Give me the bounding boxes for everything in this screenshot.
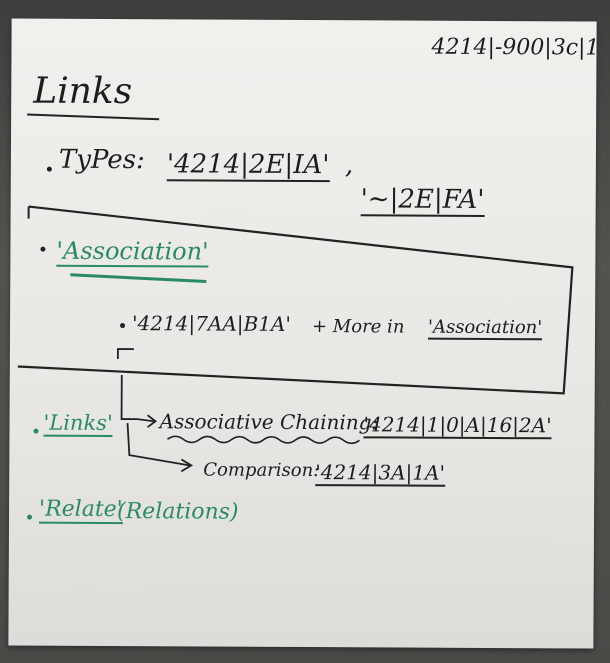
ink-strokes <box>8 18 596 648</box>
association-heading: 'Association' <box>56 236 209 266</box>
types-label: TyPes: <box>58 144 145 176</box>
assoc-chaining-ref: '4214|1|0|A|16|2A' <box>363 412 552 438</box>
box-item-text: + More in <box>311 316 405 338</box>
relate-label: 'Relate' <box>39 496 123 523</box>
relate-note: (Relations) <box>116 499 239 525</box>
card-id: 4214|-900|3c|1 <box>431 34 600 61</box>
index-card <box>8 18 600 648</box>
assoc-chaining-label: Associative Chaining: <box>159 409 379 435</box>
types-ref-1: '4214|2E|IA' <box>166 149 330 181</box>
page-title: Links <box>33 70 133 113</box>
comparison-ref: '4214|3A|1A' <box>315 460 446 485</box>
types-ref-2: '~|2E|FA' <box>360 184 485 215</box>
comparison-label: Comparison: <box>203 459 320 482</box>
types-separator: , <box>344 150 354 181</box>
box-item-link: 'Association' <box>427 316 543 339</box>
box-item-ref: '4214|7AA|B1A' <box>131 311 291 336</box>
links-label: 'Links' <box>43 410 113 436</box>
